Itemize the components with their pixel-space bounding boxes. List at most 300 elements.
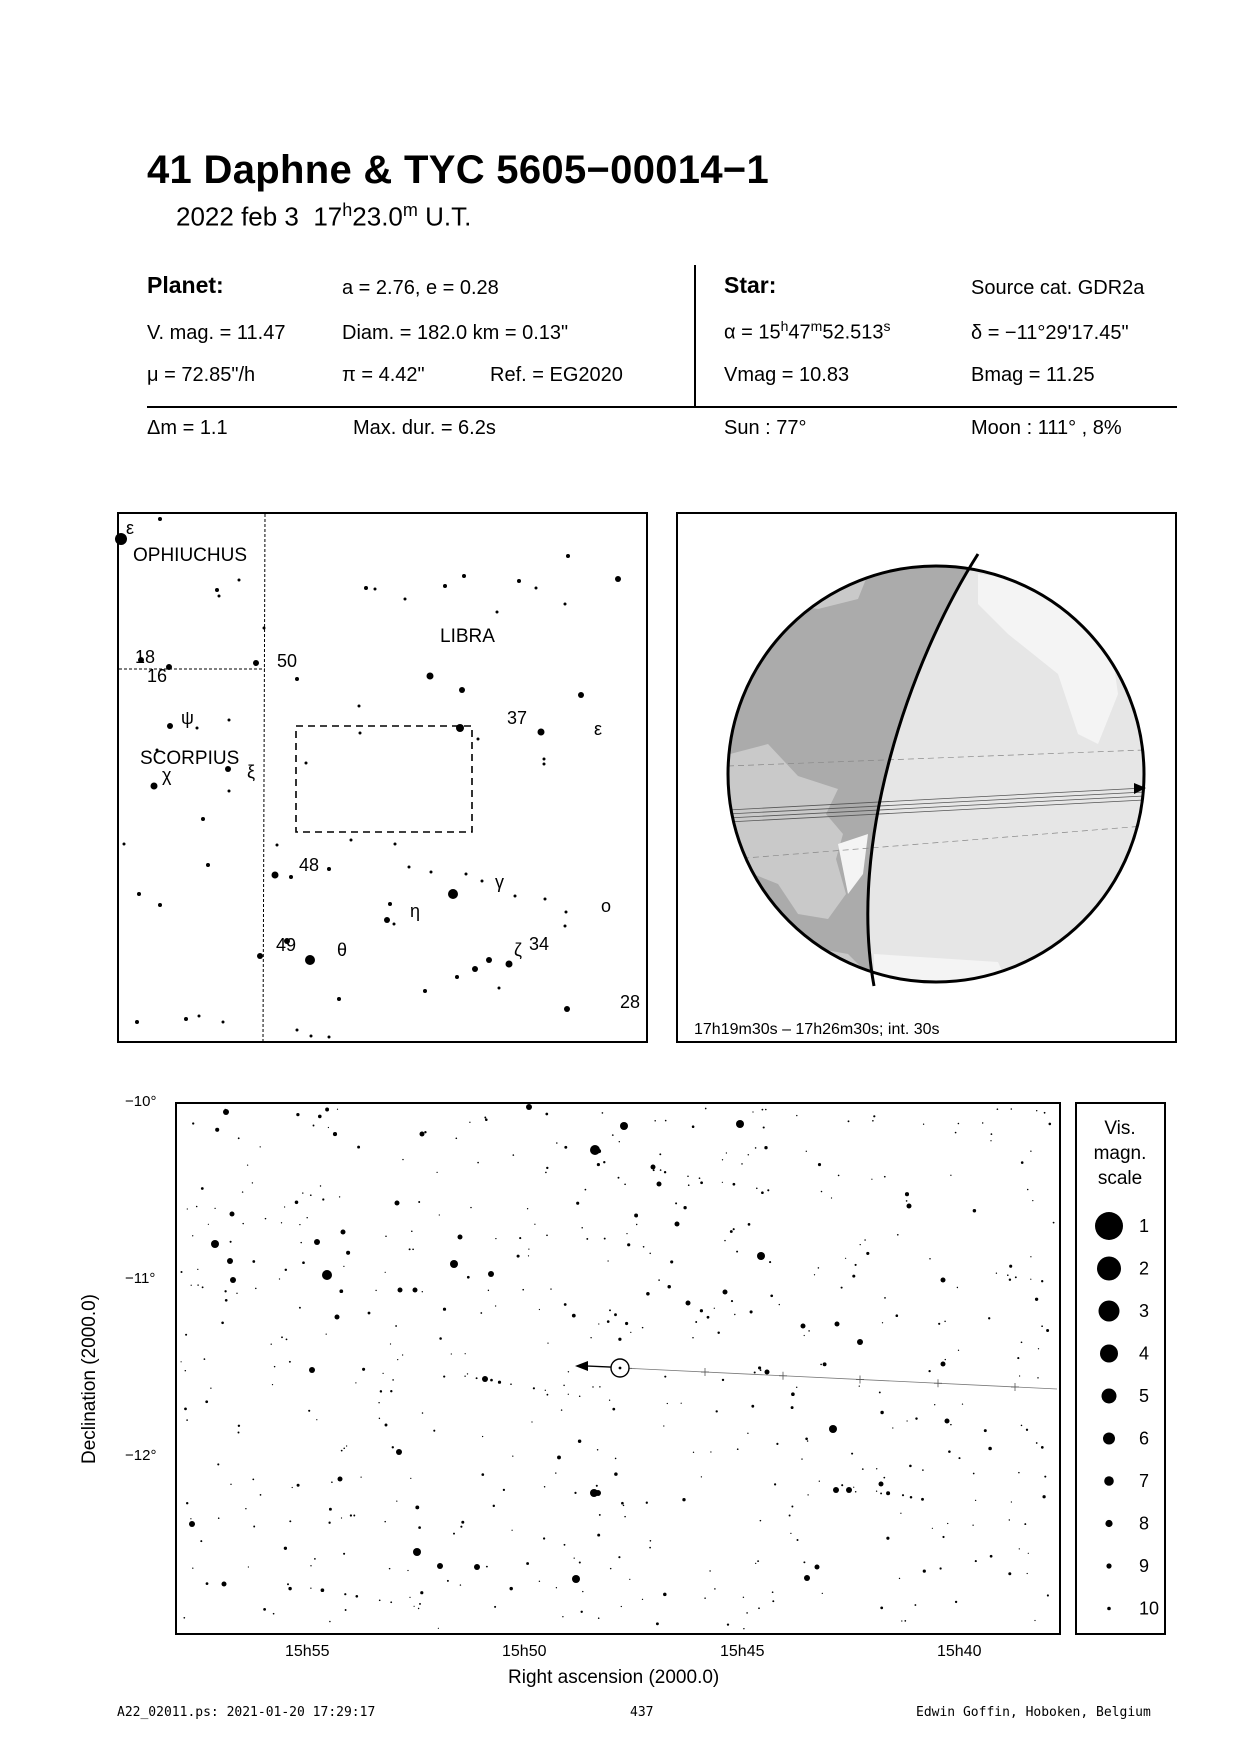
field-star bbox=[880, 1492, 882, 1494]
catalog-star bbox=[211, 1240, 219, 1248]
field-star bbox=[509, 1587, 512, 1590]
field-star bbox=[699, 1177, 701, 1179]
x-tick-15h45: 15h45 bbox=[720, 1643, 765, 1660]
scale-label-mag-1: 1 bbox=[1139, 1216, 1150, 1236]
field-star bbox=[350, 1514, 352, 1516]
field-star bbox=[906, 1420, 907, 1421]
catalog-star bbox=[765, 1370, 770, 1375]
field-star bbox=[855, 1491, 857, 1493]
field-star bbox=[880, 1411, 883, 1414]
field-star bbox=[675, 1202, 677, 1204]
field-star bbox=[326, 1333, 327, 1334]
field-star bbox=[488, 1290, 489, 1291]
field-star bbox=[510, 1383, 512, 1385]
field-star bbox=[748, 1223, 751, 1226]
finder-star bbox=[456, 724, 464, 732]
catalog-star bbox=[222, 1582, 227, 1587]
finder-star bbox=[228, 719, 231, 722]
field-star bbox=[664, 1376, 666, 1378]
planet-ref: Ref. = EG2020 bbox=[490, 364, 623, 386]
field-star bbox=[586, 1238, 588, 1240]
field-star bbox=[642, 1599, 643, 1600]
catalog-star bbox=[675, 1222, 680, 1227]
field-star bbox=[767, 1189, 769, 1191]
field-star bbox=[206, 1582, 209, 1585]
field-star bbox=[758, 1366, 761, 1369]
field-star bbox=[904, 1620, 906, 1622]
star-bmag: Bmag = 11.25 bbox=[971, 364, 1095, 386]
field-star bbox=[297, 1484, 300, 1487]
catalog-star bbox=[620, 1122, 628, 1130]
field-star bbox=[658, 1279, 660, 1281]
field-star bbox=[545, 1390, 546, 1391]
field-star bbox=[284, 1206, 285, 1207]
field-star bbox=[791, 1406, 794, 1409]
scale-dot-mag-1 bbox=[1095, 1212, 1123, 1240]
field-star bbox=[1042, 1495, 1045, 1498]
minute-unit: m bbox=[402, 200, 418, 220]
x-tick-15h40: 15h40 bbox=[937, 1643, 982, 1660]
star-label-49: 49 bbox=[276, 935, 297, 955]
field-star bbox=[872, 1120, 874, 1122]
field-star bbox=[242, 1191, 243, 1192]
field-star bbox=[624, 1183, 626, 1185]
field-star bbox=[612, 1134, 614, 1136]
field-star bbox=[650, 1540, 652, 1542]
moon-elongation: Moon : 111° , 8% bbox=[971, 417, 1122, 439]
star-label-theta: θ bbox=[337, 940, 348, 960]
field-star bbox=[789, 1515, 791, 1517]
field-star bbox=[955, 1601, 957, 1603]
field-star bbox=[339, 1289, 343, 1293]
field-star bbox=[274, 1366, 276, 1368]
detail-chart bbox=[175, 1102, 1061, 1635]
finder-star bbox=[465, 873, 468, 876]
field-star bbox=[314, 1558, 316, 1560]
catalog-star bbox=[437, 1563, 443, 1569]
field-star bbox=[191, 1285, 192, 1286]
field-star bbox=[253, 1526, 255, 1528]
field-star bbox=[385, 1424, 388, 1427]
constellation-libra: LIBRA bbox=[440, 626, 495, 647]
scale-title-1: Vis. bbox=[1104, 1118, 1136, 1139]
star-heading: Star: bbox=[724, 272, 777, 298]
finder-star bbox=[222, 1021, 225, 1024]
field-star bbox=[636, 1224, 637, 1225]
field-star bbox=[1041, 1325, 1043, 1327]
field-star bbox=[379, 1599, 381, 1601]
field-star bbox=[470, 1207, 471, 1208]
field-star bbox=[443, 1376, 445, 1378]
field-star bbox=[467, 1276, 470, 1279]
planet-parallax: π = 4.42" bbox=[342, 364, 425, 386]
field-star bbox=[331, 1481, 333, 1483]
field-star bbox=[337, 1109, 338, 1110]
magnitude-scale-svg bbox=[1077, 1104, 1164, 1633]
field-star bbox=[710, 1451, 711, 1452]
field-star bbox=[447, 1580, 449, 1582]
field-star bbox=[527, 1208, 528, 1209]
finder-star bbox=[430, 871, 433, 874]
hour-unit: h bbox=[342, 200, 353, 220]
field-star bbox=[656, 1622, 659, 1625]
scale-dot-mag-5 bbox=[1102, 1389, 1117, 1404]
field-star bbox=[603, 1161, 605, 1163]
field-star bbox=[1038, 1348, 1039, 1349]
field-star bbox=[1035, 1298, 1038, 1301]
field-star bbox=[962, 1403, 963, 1404]
field-star bbox=[339, 1196, 340, 1197]
field-star bbox=[217, 1463, 219, 1465]
field-star bbox=[1019, 1375, 1020, 1376]
field-star bbox=[629, 1579, 630, 1580]
finder-star bbox=[448, 889, 458, 899]
finder-star bbox=[272, 872, 279, 879]
field-star bbox=[942, 1536, 944, 1538]
finder-star bbox=[364, 586, 368, 590]
star-label-omicron: ο bbox=[601, 896, 612, 916]
field-star bbox=[539, 1309, 540, 1310]
field-star bbox=[412, 1248, 414, 1250]
catalog-star bbox=[857, 1339, 863, 1345]
field-star bbox=[355, 1595, 358, 1598]
catalog-star bbox=[815, 1565, 820, 1570]
field-star bbox=[704, 1597, 706, 1599]
field-star bbox=[762, 1109, 764, 1111]
field-star bbox=[602, 1112, 604, 1114]
field-star bbox=[982, 1122, 983, 1123]
field-star bbox=[418, 1608, 419, 1609]
field-star bbox=[923, 1124, 924, 1125]
field-star bbox=[585, 1189, 587, 1191]
field-star bbox=[770, 1294, 773, 1297]
finder-stars bbox=[115, 517, 621, 1039]
field-star bbox=[181, 1361, 182, 1362]
field-star bbox=[230, 1241, 232, 1243]
field-star bbox=[1021, 1425, 1023, 1427]
finder-star bbox=[257, 953, 263, 959]
field-star bbox=[624, 1516, 626, 1518]
field-star bbox=[660, 1169, 662, 1171]
scale-dot-mag-10 bbox=[1107, 1607, 1111, 1611]
field-star bbox=[734, 1314, 735, 1315]
field-star bbox=[517, 1255, 520, 1258]
field-star bbox=[526, 1562, 529, 1565]
finder-star bbox=[506, 961, 513, 968]
field-star bbox=[1041, 1446, 1044, 1449]
field-star bbox=[820, 1364, 822, 1366]
field-star bbox=[769, 1261, 771, 1263]
field-star bbox=[184, 1408, 187, 1411]
finder-star bbox=[135, 1020, 139, 1024]
field-star bbox=[183, 1617, 185, 1619]
field-star bbox=[328, 1522, 330, 1524]
field-star bbox=[1009, 1278, 1011, 1280]
finder-star bbox=[566, 554, 570, 558]
field-star bbox=[1027, 1573, 1028, 1574]
field-star bbox=[1046, 1329, 1049, 1332]
field-star bbox=[357, 1146, 360, 1149]
catalog-star bbox=[657, 1182, 662, 1187]
catalog-star bbox=[458, 1235, 463, 1240]
field-star bbox=[306, 1217, 307, 1218]
field-star bbox=[260, 1146, 261, 1147]
finder-star bbox=[201, 817, 205, 821]
catalog-star bbox=[322, 1270, 332, 1280]
catalog-star bbox=[223, 1109, 229, 1115]
catalog-star bbox=[804, 1575, 810, 1581]
star-label-16: 16 bbox=[147, 666, 168, 686]
field-star bbox=[610, 1568, 611, 1569]
field-star bbox=[665, 1120, 667, 1122]
max-duration: Max. dur. = 6.2s bbox=[353, 417, 496, 439]
field-star bbox=[494, 1606, 496, 1608]
field-star bbox=[772, 1591, 774, 1593]
field-star bbox=[485, 1118, 488, 1121]
field-star bbox=[975, 1500, 976, 1501]
field-star bbox=[380, 1390, 382, 1392]
table-divider-horizontal bbox=[147, 406, 1177, 408]
field-star bbox=[598, 1323, 599, 1324]
field-star bbox=[801, 1458, 802, 1459]
field-star bbox=[310, 1565, 311, 1566]
field-star bbox=[322, 1198, 324, 1200]
field-star bbox=[402, 1354, 403, 1355]
field-star bbox=[752, 1111, 753, 1112]
finder-star bbox=[327, 867, 331, 871]
field-star bbox=[419, 1603, 421, 1605]
field-star bbox=[255, 1288, 257, 1290]
field-star bbox=[756, 1188, 758, 1190]
field-star bbox=[592, 1386, 593, 1387]
scale-title-2: magn. bbox=[1093, 1143, 1147, 1164]
field-star bbox=[362, 1368, 365, 1371]
field-star bbox=[296, 1113, 299, 1116]
page-title: 41 Daphne & TYC 5605−00014−1 bbox=[147, 148, 770, 192]
scale-label-mag-2: 2 bbox=[1139, 1258, 1150, 1279]
field-star bbox=[997, 1108, 999, 1110]
finder-star bbox=[498, 987, 501, 990]
field-star bbox=[407, 1570, 408, 1571]
field-star bbox=[272, 1384, 273, 1385]
direction-arrow-icon bbox=[575, 1361, 588, 1371]
field-star bbox=[615, 1458, 617, 1460]
field-star bbox=[747, 1433, 748, 1434]
field-star bbox=[546, 1167, 548, 1169]
scale-label-mag-7: 7 bbox=[1139, 1471, 1150, 1491]
field-star bbox=[695, 1321, 697, 1323]
field-star bbox=[1030, 1256, 1031, 1257]
field-star bbox=[609, 1400, 610, 1401]
field-star bbox=[353, 1515, 355, 1517]
field-star bbox=[287, 1583, 289, 1585]
field-star bbox=[415, 1505, 419, 1509]
field-star bbox=[313, 1125, 315, 1127]
y-tick-11: −11° bbox=[125, 1270, 156, 1287]
scale-dot-mag-8 bbox=[1105, 1520, 1112, 1527]
scale-dot-mag-4 bbox=[1100, 1345, 1118, 1363]
field-star bbox=[717, 1332, 719, 1334]
field-star bbox=[328, 1127, 329, 1128]
finder-chart-svg bbox=[119, 514, 646, 1041]
field-star bbox=[761, 1191, 764, 1194]
field-star bbox=[705, 1108, 707, 1110]
field-star bbox=[831, 1197, 832, 1198]
field-star bbox=[692, 1337, 693, 1338]
catalog-star bbox=[189, 1521, 195, 1527]
field-star bbox=[467, 1373, 468, 1374]
field-star bbox=[914, 1604, 916, 1606]
field-star bbox=[701, 1476, 702, 1477]
field-star bbox=[653, 1169, 655, 1171]
field-star bbox=[972, 1525, 973, 1526]
field-star bbox=[975, 1560, 977, 1562]
catalog-star bbox=[227, 1258, 233, 1264]
finder-star bbox=[393, 923, 396, 926]
scale-dot-mag-6 bbox=[1103, 1433, 1115, 1445]
field-star bbox=[343, 1553, 345, 1555]
field-star bbox=[808, 1330, 810, 1332]
star-label-48: 48 bbox=[299, 855, 320, 875]
field-star bbox=[883, 1477, 885, 1479]
field-star bbox=[284, 1547, 287, 1550]
y-tick-10: −10° bbox=[125, 1093, 157, 1110]
field-star bbox=[1009, 1265, 1012, 1268]
star-label-18: 18 bbox=[135, 647, 156, 667]
scale-dot-mag-7 bbox=[1104, 1476, 1114, 1486]
scale-label-mag-4: 4 bbox=[1139, 1343, 1150, 1364]
field-star bbox=[344, 1593, 346, 1595]
field-star bbox=[807, 1494, 808, 1495]
catalog-star bbox=[945, 1419, 950, 1424]
finder-star bbox=[481, 880, 484, 883]
field-star bbox=[779, 1304, 780, 1305]
finder-star bbox=[374, 588, 377, 591]
field-star bbox=[722, 1379, 724, 1381]
field-star bbox=[693, 1452, 694, 1453]
x-axis-label: Right ascension (2000.0) bbox=[508, 1667, 720, 1688]
field-star bbox=[939, 1567, 941, 1569]
field-star bbox=[289, 1520, 291, 1522]
field-star bbox=[385, 1272, 386, 1273]
constellation-scorpius: SCORPIUS bbox=[140, 748, 240, 769]
field-star bbox=[950, 1424, 952, 1426]
scale-title-3: scale bbox=[1097, 1168, 1143, 1189]
field-star bbox=[681, 1403, 682, 1404]
catalog-star bbox=[398, 1288, 403, 1293]
field-star bbox=[318, 1115, 322, 1119]
catalog-star bbox=[413, 1548, 421, 1556]
catalog-star bbox=[338, 1477, 343, 1482]
field-star bbox=[643, 1246, 645, 1248]
field-star bbox=[490, 1379, 493, 1382]
field-star bbox=[886, 1491, 890, 1495]
field-star bbox=[899, 1578, 900, 1579]
field-star bbox=[539, 1581, 540, 1582]
field-star bbox=[550, 1288, 551, 1289]
finder-star bbox=[328, 1036, 331, 1039]
finder-star bbox=[535, 587, 538, 590]
field-star bbox=[743, 1597, 744, 1598]
field-star bbox=[360, 1476, 361, 1477]
star-label-epsilon-oph: ε bbox=[126, 518, 135, 538]
field-star bbox=[390, 1390, 392, 1392]
field-star bbox=[722, 1159, 723, 1160]
scale-dot-mag-3 bbox=[1099, 1301, 1120, 1322]
field-star bbox=[392, 1446, 394, 1448]
field-star bbox=[409, 1248, 411, 1250]
star-label-37: 37 bbox=[507, 708, 528, 728]
field-star bbox=[402, 1159, 403, 1160]
finder-star bbox=[443, 584, 447, 588]
field-star bbox=[202, 1286, 204, 1288]
finder-star bbox=[514, 895, 517, 898]
field-star bbox=[271, 1344, 272, 1345]
field-star bbox=[796, 1115, 797, 1116]
field-star bbox=[281, 1336, 283, 1338]
target-star bbox=[619, 1367, 622, 1370]
field-star bbox=[910, 1496, 913, 1499]
field-star bbox=[630, 1332, 631, 1333]
field-star bbox=[634, 1214, 638, 1218]
finder-star bbox=[538, 729, 545, 736]
field-star bbox=[618, 1177, 620, 1179]
field-star bbox=[236, 1293, 237, 1294]
catalog-star bbox=[835, 1322, 840, 1327]
field-star bbox=[1021, 1161, 1024, 1164]
field-star bbox=[564, 1544, 566, 1546]
field-star bbox=[860, 1244, 861, 1245]
field-star bbox=[574, 1557, 575, 1558]
globe-svg bbox=[678, 514, 1175, 1041]
field-star bbox=[599, 1386, 600, 1387]
field-star bbox=[880, 1607, 883, 1610]
finder-star bbox=[305, 955, 315, 965]
finder-star bbox=[238, 579, 241, 582]
field-star bbox=[934, 1404, 935, 1405]
scale-label-mag-9: 9 bbox=[1139, 1556, 1150, 1576]
star-label-psi: ψ bbox=[181, 708, 194, 728]
field-star bbox=[481, 1473, 484, 1476]
field-star bbox=[906, 1200, 908, 1202]
field-star bbox=[1032, 1200, 1033, 1201]
field-star bbox=[252, 1478, 254, 1480]
field-star bbox=[590, 1337, 591, 1338]
field-star bbox=[621, 1606, 622, 1607]
field-star bbox=[201, 1187, 204, 1190]
field-star bbox=[469, 1122, 470, 1123]
asteroid-path bbox=[580, 1366, 1057, 1389]
field-star bbox=[486, 1566, 488, 1568]
field-star bbox=[765, 1109, 767, 1111]
field-star bbox=[751, 1405, 754, 1408]
field-star bbox=[397, 1359, 398, 1360]
planet-orbit: a = 2.76, e = 0.28 bbox=[342, 277, 499, 299]
field-star bbox=[579, 1396, 581, 1398]
field-star bbox=[612, 1408, 615, 1411]
star-source: Source cat. GDR2a bbox=[971, 277, 1145, 299]
field-star bbox=[730, 1230, 733, 1233]
field-star bbox=[562, 1616, 563, 1617]
field-star bbox=[928, 1370, 930, 1372]
field-star bbox=[984, 1429, 987, 1432]
field-star bbox=[901, 1620, 902, 1621]
field-star bbox=[692, 1125, 695, 1128]
field-star bbox=[814, 1274, 815, 1275]
field-star bbox=[614, 1313, 617, 1316]
field-star bbox=[343, 1266, 344, 1267]
catalog-star bbox=[335, 1315, 340, 1320]
